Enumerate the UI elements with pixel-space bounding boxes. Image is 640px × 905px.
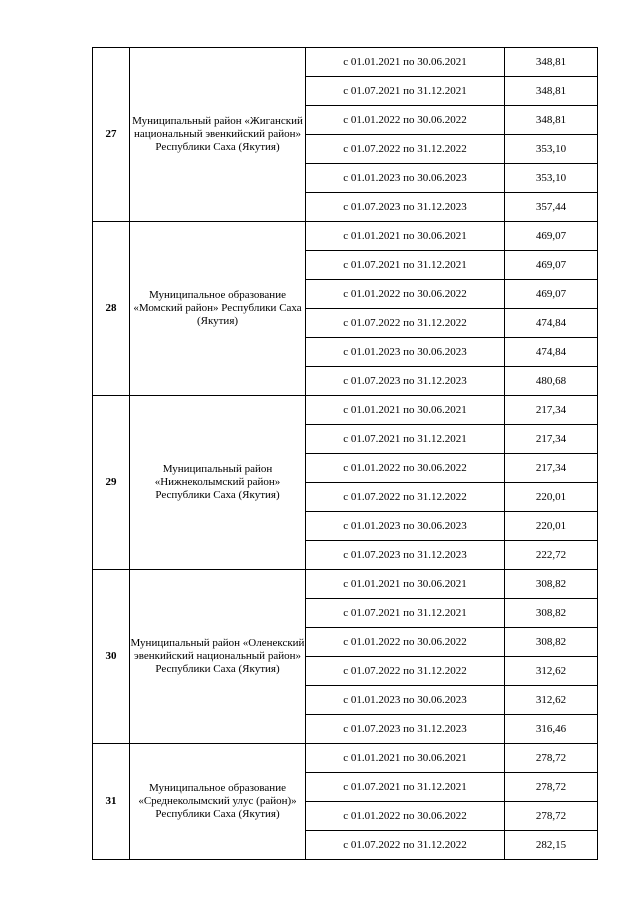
period-cell: с 01.07.2022 по 31.12.2022 [306, 831, 505, 860]
tariff-value-cell: 469,07 [505, 222, 598, 251]
row-number: 31 [93, 744, 130, 860]
tariff-table-body [93, 48, 598, 860]
period-cell: с 01.07.2023 по 31.12.2023 [306, 541, 505, 570]
table-row [93, 222, 598, 251]
period-cell: с 01.01.2023 по 30.06.2023 [306, 164, 505, 193]
tariff-value-cell: 308,82 [505, 599, 598, 628]
tariff-value-cell: 474,84 [505, 338, 598, 367]
period-cell: с 01.01.2021 по 30.06.2021 [306, 744, 505, 773]
tariff-value-cell: 316,46 [505, 715, 598, 744]
tariff-value-cell: 469,07 [505, 280, 598, 309]
tariff-value-cell: 469,07 [505, 251, 598, 280]
municipality-name: Муниципальное образование «Момский район» Республики Саха (Якутия) [130, 222, 306, 396]
municipality-name: Муниципальный район «Жиганский национальный эвенкийский район» Республики Саха (Якутия) [130, 48, 306, 222]
row-number: 28 [93, 222, 130, 396]
row-number: 27 [93, 48, 130, 222]
municipality-name: Муниципальный район «Оленекский эвенкийский национальный район» Республики Саха (Якутия) [130, 570, 306, 744]
tariff-value-cell: 312,62 [505, 657, 598, 686]
period-cell: с 01.01.2021 по 30.06.2021 [306, 222, 505, 251]
tariff-value-cell: 353,10 [505, 164, 598, 193]
period-cell: с 01.07.2022 по 31.12.2022 [306, 135, 505, 164]
tariff-value-cell: 348,81 [505, 48, 598, 77]
tariff-table [92, 47, 598, 860]
table-row [93, 48, 598, 77]
tariff-value-cell: 348,81 [505, 77, 598, 106]
period-cell: с 01.01.2022 по 30.06.2022 [306, 802, 505, 831]
period-cell: с 01.07.2022 по 31.12.2022 [306, 483, 505, 512]
period-cell: с 01.01.2022 по 30.06.2022 [306, 280, 505, 309]
tariff-value-cell: 308,82 [505, 570, 598, 599]
period-cell: с 01.07.2022 по 31.12.2022 [306, 657, 505, 686]
municipality-name: Муниципальное образование «Среднеколымский улус (район)» Республики Саха (Якутия) [130, 744, 306, 860]
period-cell: с 01.01.2022 по 30.06.2022 [306, 628, 505, 657]
period-cell: с 01.01.2022 по 30.06.2022 [306, 106, 505, 135]
tariff-value-cell: 278,72 [505, 744, 598, 773]
period-cell: с 01.07.2021 по 31.12.2021 [306, 425, 505, 454]
tariff-value-cell: 217,34 [505, 396, 598, 425]
row-number: 29 [93, 396, 130, 570]
tariff-value-cell: 282,15 [505, 831, 598, 860]
tariff-value-cell: 474,84 [505, 309, 598, 338]
tariff-value-cell: 357,44 [505, 193, 598, 222]
table-row [93, 744, 598, 773]
tariff-value-cell: 348,81 [505, 106, 598, 135]
period-cell: с 01.07.2021 по 31.12.2021 [306, 77, 505, 106]
tariff-value-cell: 217,34 [505, 454, 598, 483]
period-cell: с 01.07.2023 по 31.12.2023 [306, 715, 505, 744]
period-cell: с 01.07.2021 по 31.12.2021 [306, 773, 505, 802]
period-cell: с 01.07.2021 по 31.12.2021 [306, 599, 505, 628]
tariff-value-cell: 220,01 [505, 512, 598, 541]
tariff-value-cell: 353,10 [505, 135, 598, 164]
tariff-value-cell: 222,72 [505, 541, 598, 570]
tariff-value-cell: 312,62 [505, 686, 598, 715]
period-cell: с 01.01.2021 по 30.06.2021 [306, 396, 505, 425]
municipality-name: Муниципальный район «Нижнеколымский район» Республики Саха (Якутия) [130, 396, 306, 570]
tariff-value-cell: 278,72 [505, 773, 598, 802]
period-cell: с 01.01.2023 по 30.06.2023 [306, 338, 505, 367]
period-cell: с 01.07.2023 по 31.12.2023 [306, 193, 505, 222]
table-row [93, 570, 598, 599]
period-cell: с 01.01.2023 по 30.06.2023 [306, 686, 505, 715]
period-cell: с 01.01.2021 по 30.06.2021 [306, 570, 505, 599]
tariff-value-cell: 308,82 [505, 628, 598, 657]
tariff-value-cell: 217,34 [505, 425, 598, 454]
tariff-value-cell: 220,01 [505, 483, 598, 512]
period-cell: с 01.01.2023 по 30.06.2023 [306, 512, 505, 541]
period-cell: с 01.07.2021 по 31.12.2021 [306, 251, 505, 280]
period-cell: с 01.01.2021 по 30.06.2021 [306, 48, 505, 77]
period-cell: с 01.07.2023 по 31.12.2023 [306, 367, 505, 396]
tariff-value-cell: 480,68 [505, 367, 598, 396]
period-cell: с 01.07.2022 по 31.12.2022 [306, 309, 505, 338]
period-cell: с 01.01.2022 по 30.06.2022 [306, 454, 505, 483]
table-row [93, 396, 598, 425]
tariff-value-cell: 278,72 [505, 802, 598, 831]
row-number: 30 [93, 570, 130, 744]
